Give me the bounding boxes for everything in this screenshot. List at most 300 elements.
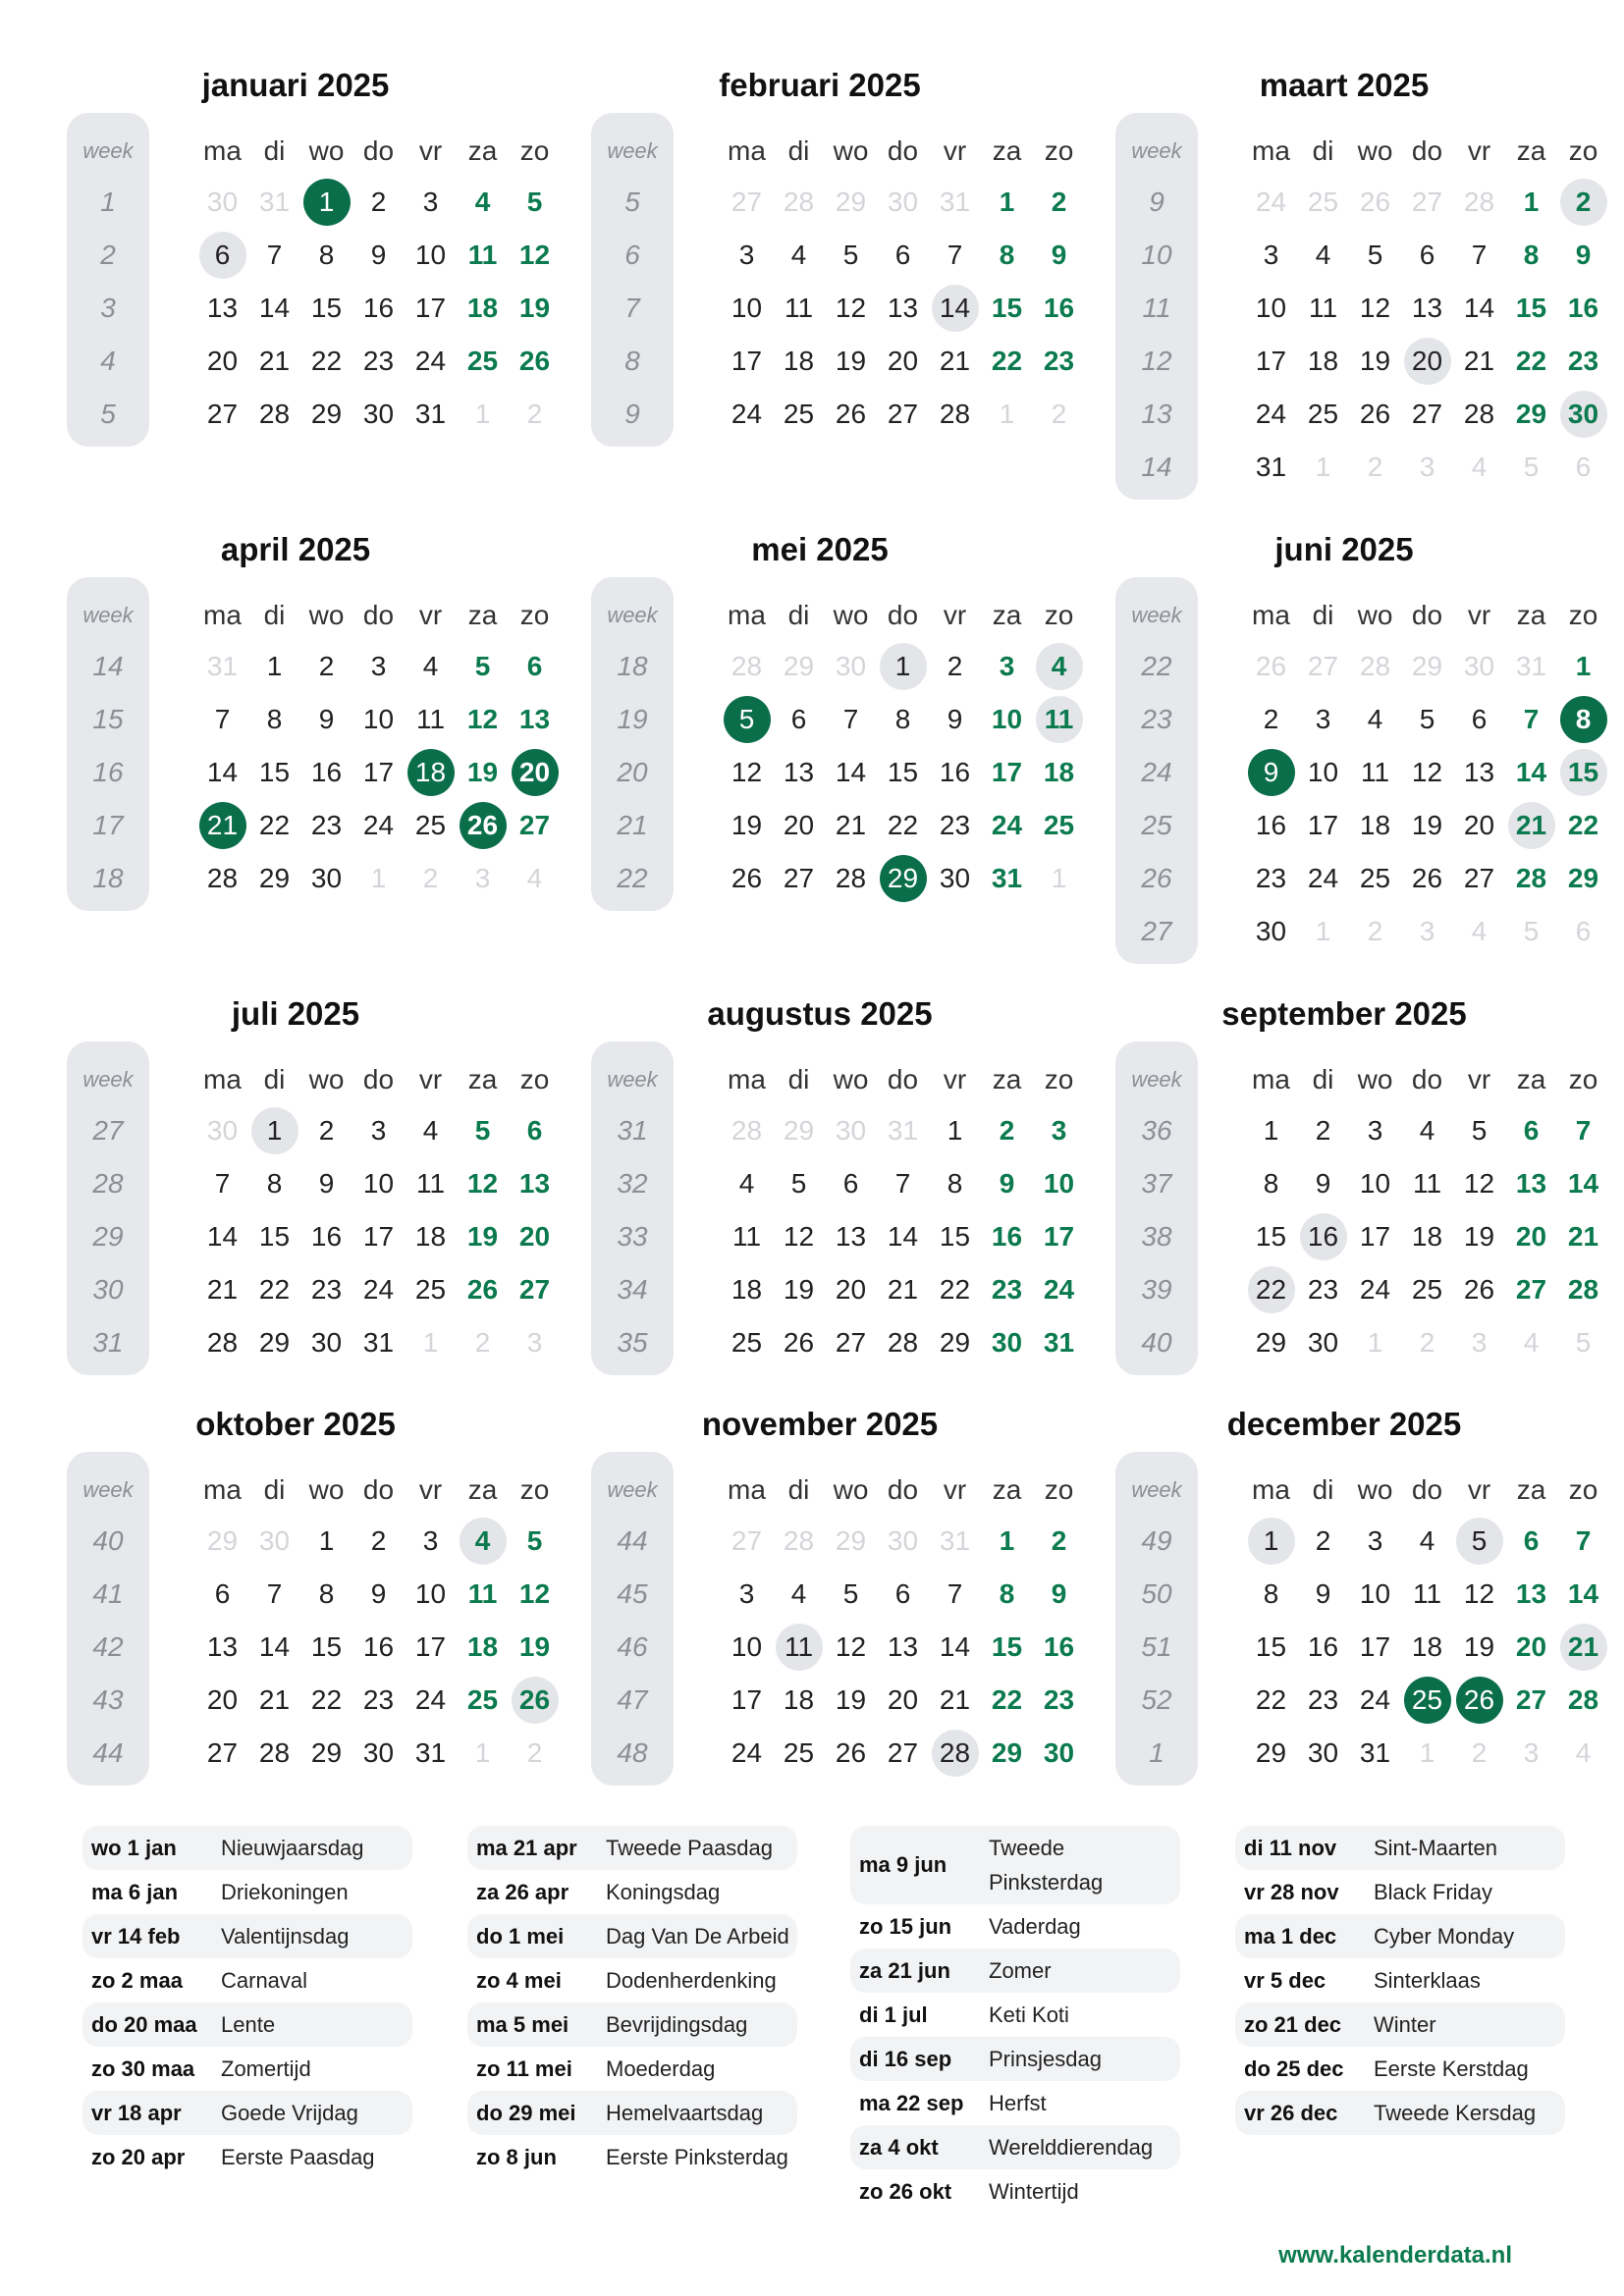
day-cell [1401,1621,1453,1674]
day-cell [352,1316,405,1369]
day-number: 10 [362,1168,395,1199]
day-cell [773,388,825,441]
day-cell [1033,1316,1085,1369]
holiday-date: zo 2 maa [91,1967,183,1993]
day-number: 9 [1315,1168,1331,1199]
day-number: 6 [894,1578,911,1609]
weekday-header: zo [1568,1064,1598,1095]
week-row [591,1263,1075,1316]
holiday-date: zo 11 mei [476,2056,572,2081]
day-cell [877,693,929,746]
week-number: 51 [1141,1631,1172,1662]
day-cell [773,799,825,852]
weekday-header: di [1312,600,1334,630]
day-cell-outside-month [1297,905,1349,958]
week-row [1115,1263,1599,1316]
day-cell-outside-month [773,640,825,693]
day-cell [405,799,457,852]
day-number: 30 [1560,391,1607,438]
week-number: 17 [92,810,124,840]
holiday-column [82,1826,412,2179]
day-cell [248,746,300,799]
weekday-header: wo [833,1064,869,1095]
day-number: 25 [731,1327,763,1358]
day-number: 23 [939,810,971,840]
day-cell [300,1157,352,1210]
day-number: 6 [1419,240,1435,270]
day-cell [405,1157,457,1210]
day-number: 12 [518,240,551,270]
day-number: 1 [1575,651,1592,681]
day-cell [405,1621,457,1674]
day-number: 3 [474,863,491,893]
day-number: 27 [206,1737,239,1768]
day-cell-outside-month [773,176,825,229]
day-cell [457,1674,509,1727]
day-cell-outside-month [509,1316,561,1369]
week-row [67,1727,543,1780]
day-cell [248,1210,300,1263]
day-cell [1401,852,1453,905]
day-number: 9 [1315,1578,1331,1609]
day-cell [196,693,248,746]
day-number: 8 [318,240,335,270]
day-cell [509,1263,561,1316]
day-number: 2 [318,1115,335,1146]
day-cell [929,693,981,746]
holiday-row [467,1870,797,1914]
day-number: 10 [414,1578,447,1609]
day-cell [1245,905,1297,958]
day-number: 21 [1463,346,1495,376]
day-number: 11 [731,1221,762,1252]
holiday-row [850,1904,1180,1949]
week-number: 37 [1141,1168,1172,1199]
day-cell [981,693,1033,746]
weekday-header: zo [1568,135,1598,166]
day-cell [773,1316,825,1369]
day-number: 22 [310,1684,343,1715]
day-number: 24 [731,399,763,429]
day-cell [1033,1515,1085,1568]
week-number: 24 [1141,757,1172,787]
day-cell [405,388,457,441]
day-cell [1557,799,1609,852]
day-cell [721,335,773,388]
day-number: 19 [783,1274,815,1305]
holiday-date: ma 5 mei [476,2011,569,2037]
day-cell-outside-month [1505,441,1557,494]
week-row [591,176,1067,229]
day-cell [721,1727,773,1780]
day-number: 27 [835,1327,867,1358]
day-cell [248,282,300,335]
month-block [67,1406,551,1828]
weekday-header: ma [1252,135,1290,166]
weekday-header: zo [1044,1064,1074,1095]
holiday-name: Nieuwjaarsdag [221,1836,364,1860]
weekday-header: di [1312,1474,1334,1505]
day-number: 7 [894,1168,911,1199]
weekday-header: do [887,600,919,630]
day-cell [877,229,929,282]
day-number: 2 [526,399,543,429]
day-number: 30 [362,1737,395,1768]
day-number: 6 [1471,704,1488,734]
holiday-date: ma 9 jun [859,1852,947,1877]
day-number: 2 [1263,704,1279,734]
day-number: 18 [414,1221,447,1252]
week-row [67,1674,551,1727]
day-number: 15 [887,757,919,787]
day-cell [721,1263,773,1316]
day-number: 22 [991,346,1023,376]
holiday-date: vr 28 nov [1244,1879,1339,1904]
day-number: 31 [362,1327,395,1358]
week-number: 14 [92,651,124,681]
day-number: 21 [258,1684,291,1715]
day-number: 26 [518,346,551,376]
day-number: 20 [835,1274,867,1305]
week-number: 15 [92,704,124,734]
day-number: 29 [1567,863,1599,893]
day-number: 24 [362,1274,395,1305]
day-number: 5 [724,696,771,743]
week-number: 10 [1141,240,1172,270]
day-number: 14 [835,757,867,787]
day-cell-outside-month [509,852,561,905]
day-cell [457,1210,509,1263]
week-row [1115,640,1592,693]
day-number: 11 [415,704,446,734]
day-number: 7 [214,1168,231,1199]
day-cell [1245,852,1297,905]
holiday-row [82,1958,412,2002]
day-cell [825,1568,877,1621]
day-number: 29 [1255,1737,1287,1768]
day-number: 30 [835,651,867,681]
day-number: 30 [1255,916,1287,946]
week-header: week [1131,138,1182,163]
holiday-name: Wintertijd [989,2179,1079,2204]
day-cell [1401,693,1453,746]
day-number: 21 [887,1274,919,1305]
day-number: 5 [526,1525,543,1556]
weekday-header: vr [943,135,967,166]
day-cell [405,335,457,388]
day-number: 20 [206,346,239,376]
day-number: 17 [991,757,1023,787]
holiday-date: vr 5 dec [1244,1967,1326,1993]
day-cell [1557,335,1609,388]
week-number: 35 [617,1327,648,1358]
day-number: 4 [422,1115,439,1146]
day-number: 29 [206,1525,239,1556]
holiday-row [850,1949,1180,1993]
day-cell-outside-month [721,640,773,693]
weekday-header: zo [519,1064,550,1095]
day-cell [352,1621,405,1674]
day-number: 2 [526,1737,543,1768]
day-number: 23 [1307,1684,1339,1715]
day-cell [773,1263,825,1316]
day-number: 10 [1255,293,1287,323]
day-cell-outside-month [773,1104,825,1157]
day-number: 23 [1567,346,1599,376]
day-cell [929,1263,981,1316]
day-number: 23 [1043,346,1075,376]
day-number: 2 [947,651,963,681]
holiday-name: Keti Koti [989,2002,1069,2027]
day-cell-outside-month [196,640,248,693]
holiday-name: Black Friday [1374,1880,1493,1904]
day-cell [196,1263,248,1316]
day-cell-outside-month [877,176,929,229]
weekday-header: do [887,1064,919,1095]
holiday-row [850,1993,1180,2037]
month-title: november 2025 [701,1406,939,1442]
weekday-header: ma [728,1474,766,1505]
day-number: 16 [362,293,395,323]
week-row [1115,852,1599,905]
day-number: 6 [894,240,911,270]
day-cell [248,229,300,282]
day-cell [1453,335,1505,388]
day-number: 6 [790,704,807,734]
day-cell-outside-month [1505,1316,1557,1369]
week-row [67,282,551,335]
day-cell [773,1210,825,1263]
day-number: 3 [1471,1327,1488,1358]
day-number: 7 [1575,1525,1592,1556]
holiday-name: Eerste Kerstdag [1374,2056,1529,2081]
day-cell-outside-month [929,176,981,229]
day-cell [457,1263,509,1316]
day-cell-outside-month [929,1515,981,1568]
day-cell [300,1515,352,1568]
day-cell [1033,1727,1085,1780]
day-cell [721,746,773,799]
weekday-header: wo [308,135,345,166]
day-number: 5 [842,1578,859,1609]
day-number: 27 [731,1525,763,1556]
day-cell [981,1621,1033,1674]
day-cell [248,1621,300,1674]
holiday-name: Prinsjesdag [989,2047,1102,2071]
day-number: 4 [738,1168,755,1199]
day-cell [877,1316,929,1369]
holiday-row [467,1958,797,2002]
day-number: 12 [1463,1578,1495,1609]
day-cell [1557,1621,1609,1674]
day-cell [352,1568,405,1621]
day-cell [300,799,352,852]
day-number: 14 [258,293,291,323]
day-cell [981,1568,1033,1621]
day-cell [248,335,300,388]
day-cell [1557,1104,1609,1157]
day-number: 26 [466,1274,499,1305]
day-cell [1557,1263,1609,1316]
day-number: 27 [731,187,763,217]
day-cell-outside-month [1349,640,1401,693]
day-number: 12 [518,1578,551,1609]
day-number: 3 [1263,240,1279,270]
day-number: 27 [783,863,815,893]
holiday-name: Sint-Maarten [1374,1836,1497,1860]
holiday-row [467,1826,797,1870]
day-cell [1505,1515,1557,1568]
week-number: 25 [1141,810,1172,840]
day-cell [981,229,1033,282]
week-row [591,1157,1075,1210]
day-cell [825,388,877,441]
day-number: 29 [939,1327,971,1358]
weekday-header: do [1411,600,1443,630]
day-number: 4 [790,1578,807,1609]
day-cell [457,335,509,388]
weekday-header: do [1411,1064,1443,1095]
day-cell [509,1157,561,1210]
day-number: 15 [310,293,343,323]
weekday-header: ma [203,600,242,630]
day-cell [1401,1104,1453,1157]
day-number: 3 [526,1327,543,1358]
weekday-header: za [467,135,498,166]
holiday-name: Zomertijd [221,2056,311,2081]
day-number: 1 [1419,1737,1435,1768]
weekday-header: zo [1044,135,1074,166]
week-number: 1 [1149,1737,1164,1768]
day-number: 29 [258,1327,291,1358]
weekday-header: wo [1357,1064,1393,1095]
day-cell [196,1210,248,1263]
day-cell-outside-month [196,176,248,229]
weekday-header: di [787,1064,810,1095]
day-number: 21 [939,346,971,376]
day-cell [196,1157,248,1210]
day-cell-outside-month [1033,388,1085,441]
day-number: 17 [731,1684,763,1715]
week-number: 3 [100,293,116,323]
day-cell [877,388,929,441]
footer-website-link[interactable]: www.kalenderdata.nl [1278,2242,1512,2269]
week-row [67,229,551,282]
day-number: 27 [1515,1274,1547,1305]
day-cell [1453,1263,1505,1316]
day-cell [773,1621,825,1674]
day-number: 11 [467,1578,498,1609]
day-number: 24 [1255,399,1287,429]
day-number: 10 [1359,1578,1391,1609]
day-number: 27 [1515,1684,1547,1715]
day-number: 28 [1463,187,1495,217]
holiday-date: zo 15 jun [859,1913,952,1939]
week-row [1115,229,1592,282]
day-number: 16 [362,1631,395,1662]
day-cell-outside-month [1349,176,1401,229]
holiday-date: za 21 jun [859,1957,950,1983]
day-cell [1245,1316,1297,1369]
day-cell [1245,1515,1297,1568]
day-number: 13 [1463,757,1495,787]
day-cell-outside-month [509,388,561,441]
day-cell-outside-month [248,176,300,229]
day-number: 29 [835,187,867,217]
day-cell [877,1674,929,1727]
day-cell [352,799,405,852]
day-number: 19 [835,1684,867,1715]
day-cell [1349,1210,1401,1263]
day-number: 1 [422,1327,439,1358]
weekday-header: vr [943,600,967,630]
day-number: 13 [1515,1168,1547,1199]
day-number: 4 [474,187,491,217]
day-number: 25 [1043,810,1075,840]
holiday-name: Carnaval [221,1968,308,1993]
day-number: 2 [474,1327,491,1358]
day-cell [773,335,825,388]
holiday-name: Werelddierendag [989,2135,1154,2160]
day-cell [1297,1157,1349,1210]
day-number: 1 [1051,863,1067,893]
day-cell [825,1263,877,1316]
week-row [591,1316,1075,1369]
weekday-header: vr [1467,135,1491,166]
day-cell [196,799,248,852]
day-number: 13 [1411,293,1443,323]
day-number: 17 [1043,1221,1075,1252]
day-number: 20 [1463,810,1495,840]
day-number: 14 [1567,1168,1599,1199]
day-cell [1557,388,1609,441]
day-number: 2 [999,1115,1015,1146]
day-cell-outside-month [248,1515,300,1568]
day-cell-outside-month [1297,640,1349,693]
day-number: 22 [991,1684,1023,1715]
day-cell [300,1568,352,1621]
day-number: 24 [991,810,1023,840]
day-cell [352,1157,405,1210]
weekday-header: za [1516,1474,1546,1505]
day-number: 7 [1575,1115,1592,1146]
month-title: februari 2025 [719,67,921,103]
day-cell [1349,693,1401,746]
day-cell [352,1210,405,1263]
day-number: 28 [887,1327,919,1358]
holiday-date: di 16 sep [859,2046,952,2071]
day-number: 23 [362,346,395,376]
day-cell [1245,1727,1297,1780]
month-title: augustus 2025 [707,995,933,1032]
day-number: 2 [1051,1525,1067,1556]
month-block [67,67,551,489]
day-number: 19 [1463,1221,1495,1252]
day-cell [773,852,825,905]
day-cell-outside-month [1453,1727,1505,1780]
day-cell [773,1727,825,1780]
day-number: 15 [1560,749,1607,796]
holiday-name: Sinterklaas [1374,1968,1481,1993]
day-number: 26 [835,1737,867,1768]
week-row [591,1104,1067,1157]
day-cell-outside-month [1453,441,1505,494]
month-block [67,995,551,1417]
day-cell [1401,1263,1453,1316]
day-number: 22 [258,810,291,840]
day-cell [1557,1674,1609,1727]
day-number: 9 [999,1168,1015,1199]
